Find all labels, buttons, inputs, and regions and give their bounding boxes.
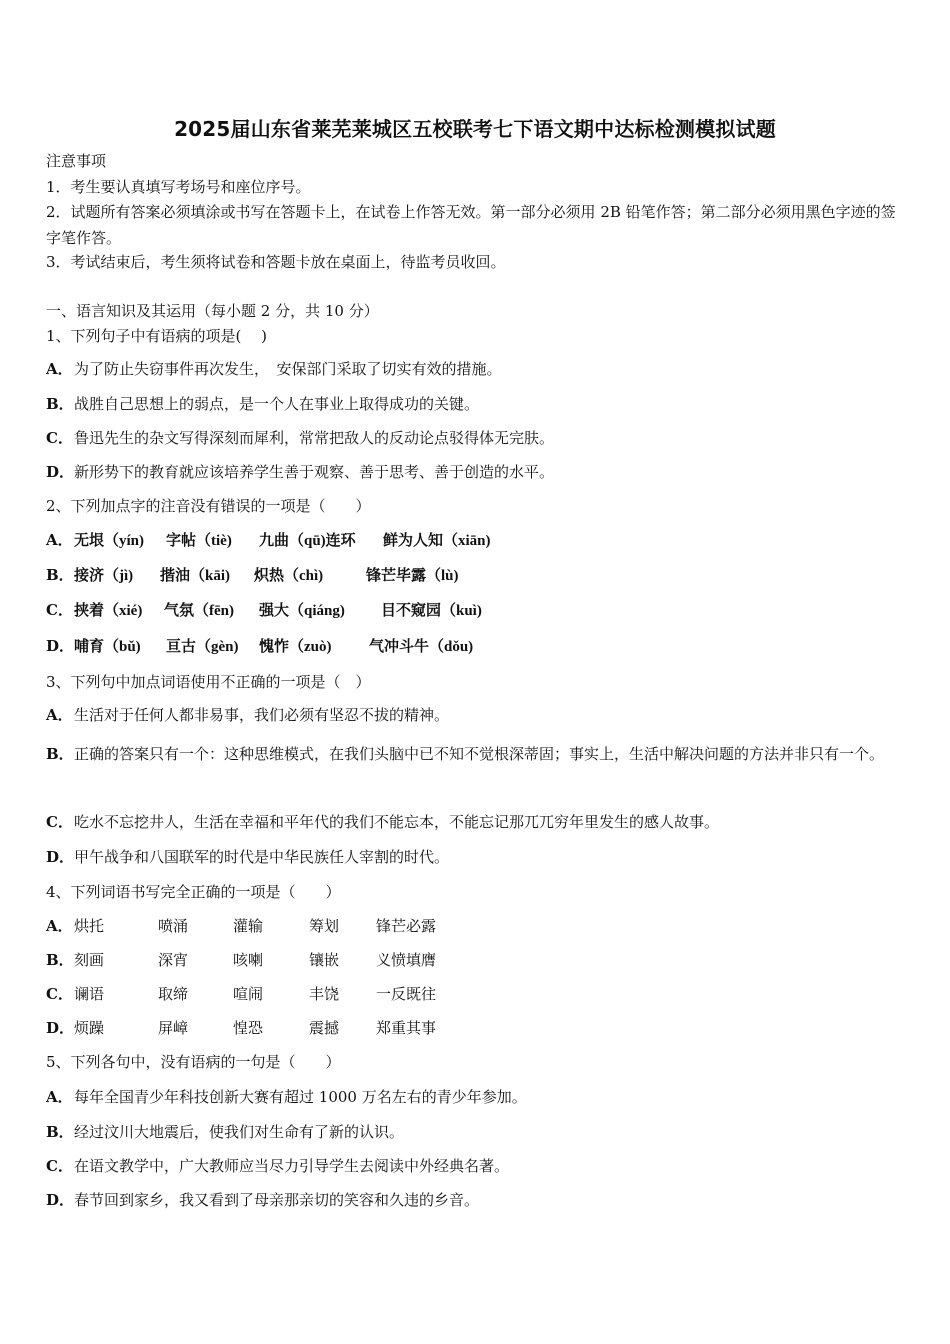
option-row	[46, 1087, 527, 1107]
option-text: 吃水不忘挖井人，生活在幸福和平年代的我们不能忘本，不能忘记那兀兀穷年里发生的感人故事。	[74, 813, 720, 831]
option-text: 鲁迅先生的杂文写得深刻而犀利，常常把敌人的反动论点驳得体无完肤。	[74, 429, 555, 447]
option-row	[46, 950, 436, 970]
option-label: C．	[46, 601, 73, 619]
option-label: B．	[46, 566, 74, 584]
question-stem: 1、下列句子中有语病的项是( )	[46, 327, 268, 345]
option-label: B．	[46, 1123, 74, 1141]
option-label: D．	[46, 848, 75, 866]
option-word: 取缔	[158, 985, 189, 1003]
option-label: D．	[46, 463, 75, 481]
question-stem: 3、下列句中加点词语使用不正确的一项是（ ）	[46, 673, 371, 691]
option-word: 一反既往	[376, 985, 437, 1003]
option-label: B．	[46, 951, 74, 969]
option-row	[46, 1018, 436, 1038]
option-word: 喷涌	[158, 917, 189, 935]
option-label: D．	[46, 637, 75, 655]
option-word: 惶恐	[233, 1019, 264, 1037]
option-label: A．	[46, 360, 73, 378]
option-label: D．	[46, 1019, 75, 1037]
option-word: 目不窥园（kuì)	[381, 603, 482, 619]
option-text: 为了防止失窃事件再次发生， 安保部门采取了切实有效的措施。	[74, 360, 502, 378]
option-label: D．	[46, 1191, 75, 1209]
option-word: 鲜为人知（xiān)	[383, 533, 491, 549]
option-label: C．	[46, 1157, 73, 1175]
option-word: 义愤填膺	[376, 951, 437, 969]
option-row	[46, 847, 449, 867]
option-word: 炽热（chì)	[254, 568, 324, 584]
option-word: 筹划	[309, 917, 340, 935]
option-row	[46, 530, 491, 551]
option-row	[46, 462, 554, 482]
option-word: 喧闹	[233, 985, 264, 1003]
option-word: 字帖（tiè)	[166, 533, 232, 549]
notice-heading: 注意事项	[46, 152, 107, 170]
option-text: 新形势下的教育就应该培养学生善于观察、善于思考、善于创造的水平。	[74, 463, 555, 481]
option-text: 春节回到家乡，我又看到了母亲那亲切的笑容和久违的乡音。	[74, 1191, 480, 1209]
option-word: 挟着（xié)	[74, 603, 143, 619]
option-text: 甲午战争和八国联军的时代是中华民族任人宰割的时代。	[74, 848, 450, 866]
question-stem: 2、下列加点字的注音没有错误的一项是（ ）	[46, 497, 371, 515]
option-text: 正确的答案只有一个：这种思维模式，在我们头脑中已不知不觉根深蒂固；事实上，生活中解决问题的方法并非只有一个。	[74, 745, 885, 763]
option-row	[46, 705, 449, 725]
option-row	[46, 1156, 509, 1176]
option-row	[46, 1190, 479, 1210]
option-row	[46, 984, 436, 1004]
option-word: 哺育（bǔ)	[74, 639, 141, 655]
section-heading: 一、语言知识及其运用（每小题 2 分，共 10 分）	[46, 302, 379, 320]
option-row	[46, 600, 482, 621]
option-row	[46, 1122, 404, 1142]
option-label: B．	[46, 395, 74, 413]
option-label: A．	[46, 1088, 73, 1106]
option-row	[46, 735, 906, 773]
option-row	[46, 636, 473, 657]
option-word: 无垠（yín)	[74, 533, 145, 549]
option-text: 生活对于任何人都非易事，我们必须有坚忍不拔的精神。	[74, 706, 450, 724]
option-word: 灌输	[233, 917, 264, 935]
option-word: 亘古（gèn)	[166, 639, 239, 655]
option-text: 经过汶川大地震后，使我们对生命有了新的认识。	[74, 1123, 405, 1141]
option-word: 丰饶	[309, 985, 340, 1003]
option-row	[46, 565, 459, 586]
option-word: 愧怍（zuò)	[259, 639, 332, 655]
option-word: 接济（jì)	[74, 568, 134, 584]
option-row	[46, 916, 436, 936]
option-word: 气冲斗牛（dǒu)	[369, 639, 474, 655]
option-word: 刻画	[74, 951, 105, 969]
option-word: 屏嶂	[158, 1019, 189, 1037]
page-title: 2025届山东省莱芜莱城区五校联考七下语文期中达标检测模拟试题	[174, 117, 776, 141]
notice-item: 2．试题所有答案必须填涂或书写在答题卡上，在试卷上作答无效。第一部分必须用 2B 铅笔作答；第二部分必须用黑色字迹的签字笔作答。	[46, 203, 896, 247]
option-word: 锋芒毕露（lù)	[366, 568, 459, 584]
notice-item: 1．考生要认真填写考场号和座位序号。	[46, 178, 311, 196]
option-row	[46, 394, 479, 414]
option-label: C．	[46, 985, 73, 1003]
option-label: B．	[46, 745, 74, 763]
option-word: 镶嵌	[309, 951, 340, 969]
option-word: 谰语	[74, 985, 105, 1003]
option-word: 揩油（kāi)	[160, 568, 231, 584]
option-label: C．	[46, 429, 73, 447]
notice-item: 3．考试结束后，考生须将试卷和答题卡放在桌面上，待监考员收回。	[46, 253, 506, 271]
option-text: 在语文教学中，广大教师应当尽力引导学生去阅读中外经典名著。	[74, 1157, 510, 1175]
option-word: 强大（qiáng)	[259, 603, 345, 619]
option-word: 气氛（fēn)	[164, 603, 234, 619]
option-word: 深宵	[158, 951, 189, 969]
question-stem: 5、下列各句中，没有语病的一句是（ ）	[46, 1053, 341, 1071]
question-stem: 4、下列词语书写完全正确的一项是（ ）	[46, 883, 341, 901]
option-word: 咳喇	[233, 951, 264, 969]
option-word: 烘托	[74, 917, 105, 935]
option-word: 九曲（qū)连环	[259, 533, 356, 549]
option-word: 郑重其事	[376, 1019, 437, 1037]
option-label: A．	[46, 917, 73, 935]
option-text: 每年全国青少年科技创新大赛有超过 1000 万名左右的青少年参加。	[74, 1088, 527, 1106]
option-label: A．	[46, 531, 73, 549]
option-word: 锋芒必露	[376, 917, 437, 935]
option-row	[46, 812, 719, 832]
option-row	[46, 359, 502, 379]
option-text: 战胜自己思想上的弱点，是一个人在事业上取得成功的关键。	[74, 395, 480, 413]
option-label: C．	[46, 813, 73, 831]
option-word: 烦躁	[74, 1019, 105, 1037]
option-label: A．	[46, 706, 73, 724]
option-word: 震撼	[309, 1019, 340, 1037]
option-row	[46, 428, 554, 448]
